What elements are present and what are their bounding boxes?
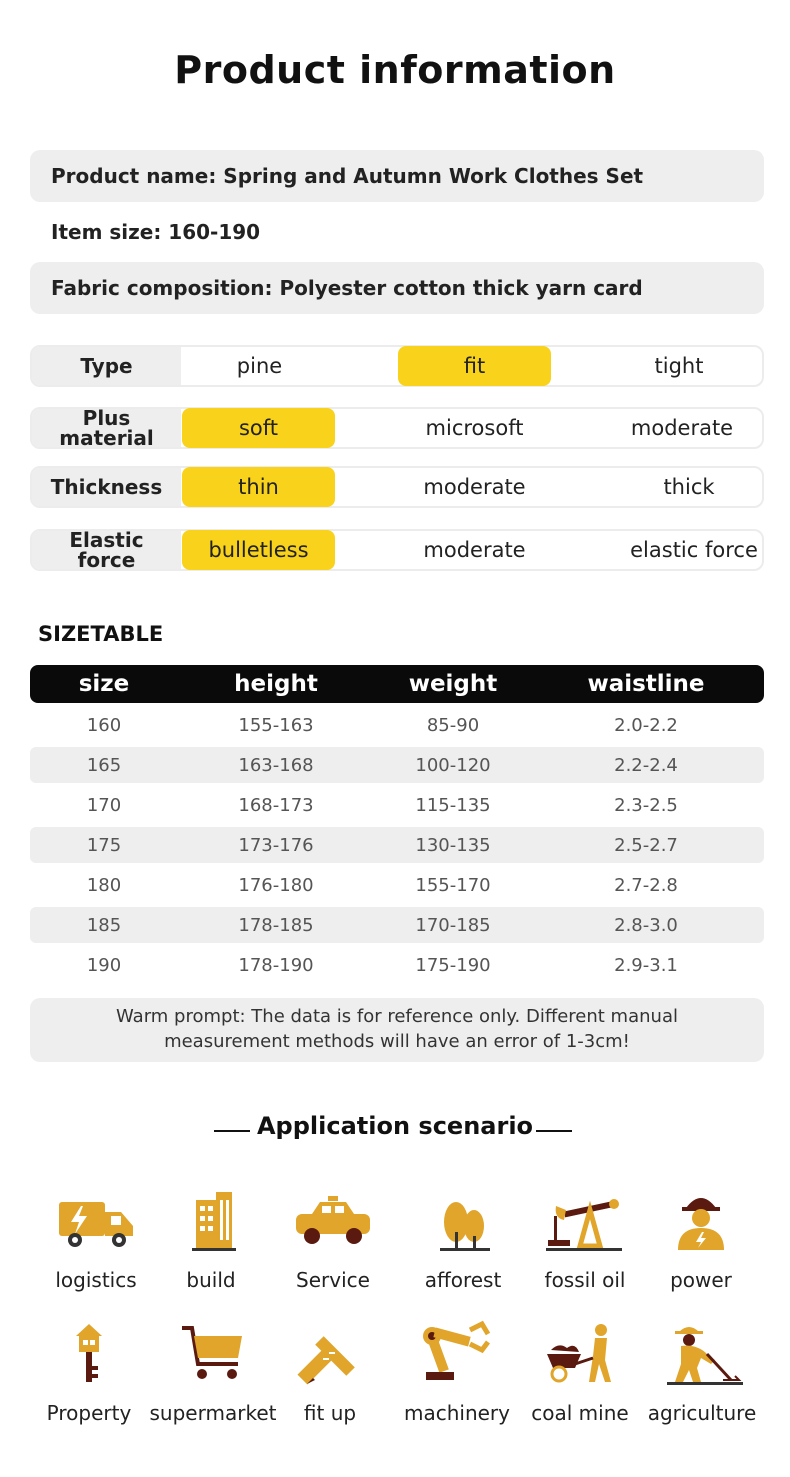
attr-option[interactable]: thick <box>663 475 715 499</box>
table-cell: 180 <box>86 874 122 896</box>
robot-arm-icon <box>412 1320 502 1390</box>
electrician-icon <box>656 1188 746 1258</box>
farmer-icon <box>657 1320 747 1390</box>
table-cell: 168-173 <box>238 794 314 816</box>
scenario-label: Service <box>296 1268 370 1292</box>
note-line: Warm prompt: The data is for reference only. Different manual <box>116 1006 678 1027</box>
attr-row-type <box>30 345 764 387</box>
shopping-cart-icon <box>168 1320 258 1390</box>
table-cell: 175 <box>86 834 122 856</box>
table-cell: 170-185 <box>415 914 491 936</box>
sizetable-label: SIZETABLE <box>38 622 164 646</box>
attr-option-selected[interactable]: bulletless <box>182 530 335 570</box>
header-cell: weight <box>408 671 498 697</box>
attr-option[interactable]: tight <box>654 354 704 378</box>
size-table-header <box>30 665 764 703</box>
item-size-row: Item size: 160-190 <box>51 220 261 244</box>
table-cell: 100-120 <box>415 754 491 776</box>
scenario-label: agriculture <box>647 1401 757 1425</box>
table-cell: 115-135 <box>415 794 491 816</box>
attr-option[interactable]: pine <box>236 354 283 378</box>
table-cell: 190 <box>86 954 122 976</box>
table-cell: 185 <box>86 914 122 936</box>
table-cell: 163-168 <box>238 754 314 776</box>
scenario-label: fit up <box>303 1401 357 1425</box>
table-cell: 176-180 <box>238 874 314 896</box>
attr-option[interactable]: moderate <box>630 416 734 440</box>
scenario-label: Property <box>46 1401 132 1425</box>
attr-option[interactable]: moderate <box>423 538 526 562</box>
table-row <box>30 947 764 983</box>
attr-row-plus-material <box>30 407 764 449</box>
building-icon <box>166 1188 256 1258</box>
attr-option-selected[interactable]: soft <box>182 408 335 448</box>
car-icon <box>288 1188 378 1258</box>
table-cell: 155-170 <box>415 874 491 896</box>
table-cell: 85-90 <box>426 714 480 736</box>
table-cell: 178-185 <box>238 914 314 936</box>
scenario-label: supermarket <box>149 1401 277 1425</box>
table-cell: 2.5-2.7 <box>614 834 678 856</box>
title-divider <box>536 1130 572 1132</box>
scenario-label: build <box>186 1268 236 1292</box>
header-cell: waistline <box>587 671 705 697</box>
table-cell: 173-176 <box>238 834 314 856</box>
table-cell: 2.3-2.5 <box>614 794 678 816</box>
attr-row-elastic-force <box>30 529 764 571</box>
attr-option-selected[interactable]: fit <box>398 346 551 386</box>
attr-option[interactable]: moderate <box>423 475 526 499</box>
tree-icon <box>418 1188 508 1258</box>
table-cell: 2.8-3.0 <box>614 914 678 936</box>
scenario-label: machinery <box>403 1401 510 1425</box>
scenario-label: fossil oil <box>544 1268 626 1292</box>
attr-label: Thickness <box>32 468 181 506</box>
table-cell: 130-135 <box>415 834 491 856</box>
scenario-label: logistics <box>55 1268 137 1292</box>
attr-label: Type <box>32 347 181 385</box>
attr-label: Plus material <box>32 409 181 447</box>
attr-option-selected[interactable]: thin <box>182 467 335 507</box>
table-cell: 2.7-2.8 <box>614 874 678 896</box>
warm-prompt-note <box>30 998 764 1062</box>
table-cell: 2.9-3.1 <box>614 954 678 976</box>
table-cell: 2.2-2.4 <box>614 754 678 776</box>
table-row <box>30 827 764 863</box>
table-cell: 175-190 <box>415 954 491 976</box>
table-cell: 155-163 <box>238 714 314 736</box>
fabric-row: Fabric composition: Polyester cotton thick yarn card <box>30 262 764 314</box>
house-key-icon <box>44 1320 134 1390</box>
table-cell: 160 <box>86 714 122 736</box>
header-cell: height <box>234 671 318 697</box>
table-row <box>30 747 764 783</box>
table-row <box>30 867 764 903</box>
scenario-label: afforest <box>424 1268 502 1292</box>
attr-option[interactable]: microsoft <box>425 416 524 440</box>
attr-row-thickness <box>30 466 764 508</box>
page-title: Product information <box>174 48 616 92</box>
scenario-label: coal mine <box>531 1401 629 1425</box>
ruler-pencil-icon <box>285 1320 375 1390</box>
truck-icon <box>51 1188 141 1258</box>
wheelbarrow-worker-icon <box>535 1320 625 1390</box>
table-row <box>30 907 764 943</box>
header-cell: size <box>78 671 130 697</box>
table-row <box>30 707 764 743</box>
table-cell: 170 <box>86 794 122 816</box>
attr-option[interactable]: elastic force <box>630 538 758 562</box>
product-name-row: Product name: Spring and Autumn Work Clothes Set <box>30 150 764 202</box>
table-cell: 178-190 <box>238 954 314 976</box>
scenario-label: power <box>670 1268 732 1292</box>
attr-label: Elastic force <box>32 531 181 569</box>
application-title: Application scenario <box>256 1112 534 1140</box>
note-line: measurement methods will have an error of 1-3cm! <box>164 1031 630 1052</box>
table-row <box>30 787 764 823</box>
table-cell: 2.0-2.2 <box>614 714 678 736</box>
oil-pump-icon <box>540 1188 630 1258</box>
table-cell: 165 <box>86 754 122 776</box>
